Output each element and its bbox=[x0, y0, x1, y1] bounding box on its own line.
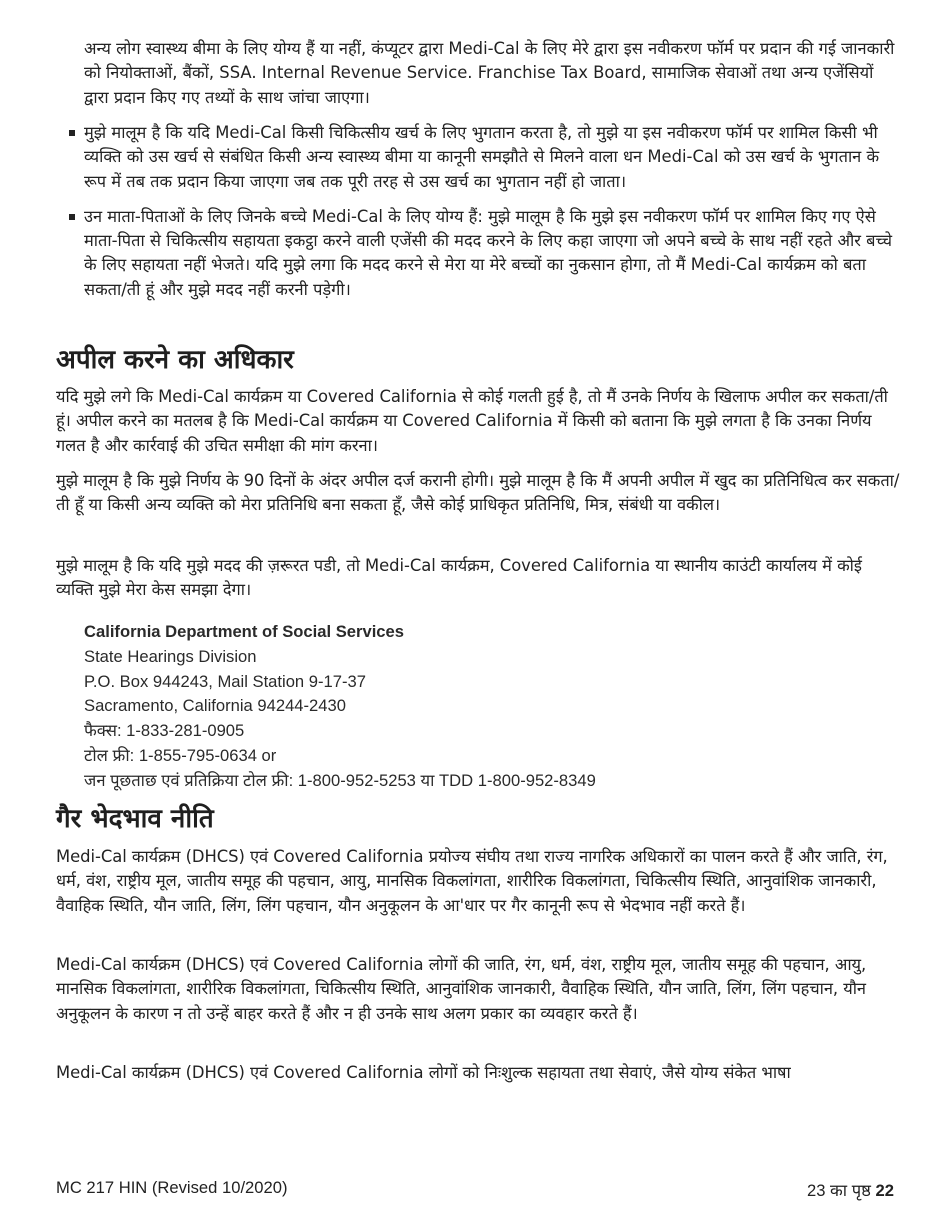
page-prefix: 23 का पृष्ठ bbox=[806, 1181, 871, 1200]
nondiscrimination-heading: गैर भेदभाव नीति bbox=[56, 804, 214, 834]
address-org: California Department of Social Services bbox=[84, 622, 404, 641]
address-fax: फैक्स: 1-833-281-0905 bbox=[84, 721, 245, 741]
appeal-paragraph: मुझे मालूम है कि यदि मुझे मदद की ज़रूरत पडी, तो Medi-Cal कार्यक्रम, Covered California या स्थानीय काउंटी कार्यालय में कोई व्यक्ति मुझे मेरा केस समझा देगा। bbox=[56, 556, 862, 600]
address-inquiry-line: जन पूछताछ एवं प्रतिक्रिया टोल फ्री: 1-800-952-5253 या TDD 1-800-952-8349 bbox=[84, 770, 596, 790]
address-city: Sacramento, California 94244-2430 bbox=[84, 696, 346, 716]
hearings-address-block bbox=[84, 620, 784, 794]
page-number: 22 bbox=[875, 1181, 894, 1200]
bullet-square-icon bbox=[69, 214, 75, 220]
page-indicator bbox=[807, 1178, 894, 1201]
appeal-heading: अपील करने का अधिकार bbox=[56, 345, 294, 375]
appeal-paragraph: मुझे मालूम है कि मुझे निर्णय के 90 दिनों के अंदर अपील दर्ज करानी होगी। मुझे मालूम है कि मैं अपनी अपील में खुद का प्रतिनिधित्व कर सकता/ती हूँ या किसी अन्य व्यक्ति को मेरा प्रतिनिधि बना सकता हूँ, जैसे कोई प्राधिकृत प्रतिनिधि, मित्र, संबंधी या वकील। bbox=[56, 471, 900, 515]
address-division: State Hearings Division bbox=[84, 646, 257, 666]
nondiscrimination-paragraph: Medi-Cal कार्यक्रम (DHCS) एवं Covered California लोगों की जाति, रंग, धर्म, वंश, राष्ट्रीय मूल, जातीय समूह की पहचान, आयु, मानसिक विकलांगता, शारीरिक विकलांगता, चिकित्सीय स्थिति, आनुवांशिक जानकारी, वैवाहिक स्थिति, यौन जाति, लिंग, लिंग पहचान, यौन अनुकूलन के कारण न तो उन्हें बाहर करते हैं और न ही उनके साथ अलग प्रकार का व्यवहार करते हैं। bbox=[56, 955, 867, 1023]
appeal-paragraph: यदि मुझे लगे कि Medi-Cal कार्यक्रम या Covered California से कोई गलती हुई है, तो मैं उनके निर्णय के खिलाफ अपील कर सकता/ती हूं। अपील करने का मतलब है कि Medi-Cal कार्यक्रम या Covered California में किसी को बताना कि मुझे लगता है कि उनका निर्णय गलत है और कार्रवाई की उचित समीक्षा की मांग करना। bbox=[56, 387, 888, 455]
bullet-item bbox=[66, 205, 902, 302]
address-toll-free: टोल फ्री: 1-855-795-0634 or bbox=[84, 745, 277, 765]
bullet-text: मुझे मालूम है कि यदि Medi-Cal किसी चिकित्सीय खर्च के लिए भुगतान करता है, तो मुझे या इस नवीकरण फॉर्म पर शामिल किसी भी व्यक्ति को उस खर्च से संबंधित किसी अन्य स्वास्थ्य बीमा या कानूनी समझौते से मिलने वाला धन Medi-Cal को उस खर्च के भुगतान के रूप में तब तक प्रदान किया जाएगा जब तक पूरी तरह से उस खर्च का भुगतान नहीं हो जाता। bbox=[84, 123, 880, 191]
bullet-item bbox=[66, 121, 902, 194]
bullet-square-icon bbox=[69, 130, 75, 136]
form-id: MC 217 HIN (Revised 10/2020) bbox=[56, 1178, 288, 1197]
intro-continuation-paragraph: अन्य लोग स्वास्थ्य बीमा के लिए योग्य हैं या नहीं, कंप्यूटर द्वारा Medi-Cal के लिए मेरे द्वारा इस नवीकरण फॉर्म पर प्रदान की गई जानकारी को नियोक्ताओं, बैंकों, SSA. Internal Revenue Service. Franchise Tax Board, सामाजिक सेवाओं तथा अन्य एजेंसियों द्वारा प्रदान किए गए तथ्यों के साथ जांचा जाएगा। bbox=[84, 39, 895, 107]
nondiscrimination-paragraph: Medi-Cal कार्यक्रम (DHCS) एवं Covered California प्रयोज्य संघीय तथा राज्य नागरिक अधिकारों का पालन करते हैं और जाति, रंग, धर्म, वंश, राष्ट्रीय मूल, जातीय समूह की पहचान, आयु, मानसिक विकलांगता, शारीरिक विकलांगता, चिकित्सीय स्थिति, आनुवांशिक जानकारी, वैवाहिक स्थिति, यौन जाति, लिंग, लिंग पहचान, यौन अनुकूलन के आ'धार पर गैर कानूनी रूप से भेदभाव नहीं करते हैं। bbox=[56, 847, 888, 915]
nondiscrimination-paragraph: Medi-Cal कार्यक्रम (DHCS) एवं Covered California लोगों को निःशुल्क सहायता तथा सेवाएं, जैसे योग्य संकेत भाषा bbox=[56, 1063, 791, 1082]
intro-bullet-list bbox=[66, 121, 902, 302]
address-po-box: P.O. Box 944243, Mail Station 9-17-37 bbox=[84, 671, 366, 691]
bullet-text: उन माता-पिताओं के लिए जिनके बच्चे Medi-Cal के लिए योग्य हैं: मुझे मालूम है कि मुझे इस नवीकरण फॉर्म पर शामिल किए गए ऐसे माता-पिता से चिकित्सीय सहायता इकट्ठा करने वाली एजेंसी की मदद करने के लिए कहा जाएगा जो अपने बच्चे के साथ नहीं रहते और बच्चे के लिए सहायता नहीं भेजते। यदि मुझे लगा कि मदद करने से मेरा या मेरे बच्चों का नुकसान होगा, तो मैं Medi-Cal कार्यक्रम को बता सकता/ती हूं और मुझे मदद नहीं करनी पड़ेगी। bbox=[84, 206, 893, 299]
